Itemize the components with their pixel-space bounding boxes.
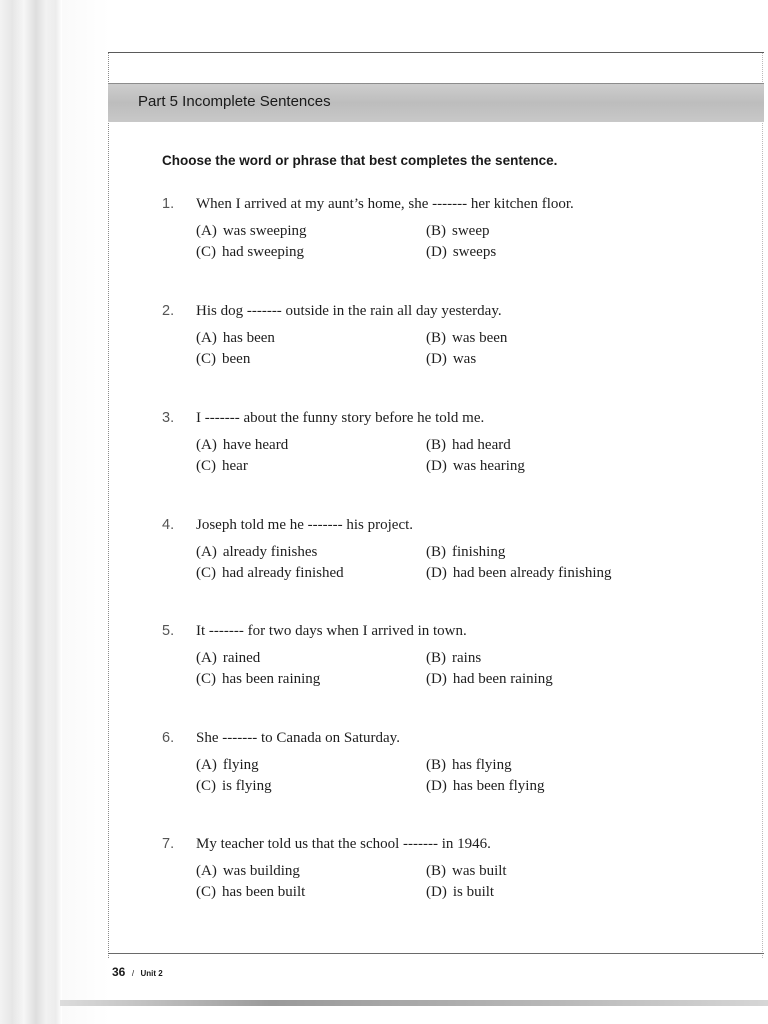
question-number: 3.: [162, 410, 175, 426]
top-rule: [108, 52, 764, 53]
question-text: When I arrived at my aunt’s home, she ------- her kitchen floor.: [196, 196, 574, 212]
option-text: been: [222, 351, 251, 367]
option-letter: (B): [426, 330, 446, 346]
option-text: was building: [222, 863, 300, 879]
option-text: has been built: [222, 884, 306, 900]
option-text: already finishes: [222, 544, 318, 560]
option-letter: (B): [426, 863, 446, 879]
option-b[interactable]: [426, 330, 507, 347]
question-number: 6.: [162, 730, 175, 746]
option-b[interactable]: [426, 863, 507, 880]
option-text: rains: [452, 650, 482, 666]
option-text: is built: [452, 884, 495, 900]
option-d[interactable]: [426, 778, 544, 795]
option-letter: (C): [196, 565, 216, 581]
option-letter: (C): [196, 244, 216, 260]
option-d[interactable]: [426, 244, 496, 261]
footer-separator: /: [131, 969, 135, 978]
option-letter: (D): [426, 458, 447, 474]
option-c[interactable]: [196, 671, 320, 688]
question-text: It ------- for two days when I arrived in town.: [196, 623, 467, 639]
bottom-rule: [108, 953, 764, 954]
option-letter: (A): [196, 330, 217, 346]
option-letter: (C): [196, 351, 216, 367]
option-text: had already finished: [222, 565, 344, 581]
option-text: rained: [222, 650, 261, 666]
option-letter: (D): [426, 565, 447, 581]
left-margin-rule: [108, 53, 109, 958]
option-letter: (A): [196, 863, 217, 879]
option-letter: (B): [426, 437, 446, 453]
option-d[interactable]: [426, 565, 612, 582]
option-a[interactable]: [196, 330, 275, 347]
right-margin-rule: [762, 53, 763, 958]
option-text: finishing: [452, 544, 506, 560]
page-edge-shadow: [60, 1000, 768, 1006]
option-c[interactable]: [196, 778, 272, 795]
option-text: had sweeping: [222, 244, 305, 260]
option-c[interactable]: [196, 351, 250, 368]
option-text: had been raining: [452, 671, 553, 687]
option-a[interactable]: [196, 863, 300, 880]
option-text: hear: [222, 458, 248, 474]
option-letter: (D): [426, 351, 447, 367]
option-text: was hearing: [452, 458, 525, 474]
option-text: had been already finishing: [452, 565, 612, 581]
unit-label: Unit 2: [140, 969, 163, 978]
option-b[interactable]: [426, 650, 481, 667]
option-text: had heard: [452, 437, 511, 453]
option-letter: (B): [426, 757, 446, 773]
option-text: was sweeping: [222, 223, 307, 239]
option-letter: (A): [196, 650, 217, 666]
option-c[interactable]: [196, 565, 344, 582]
question-4: [0, 517, 768, 597]
option-c[interactable]: [196, 458, 248, 475]
option-d[interactable]: [426, 458, 525, 475]
option-text: sweep: [452, 223, 490, 239]
option-a[interactable]: [196, 223, 307, 240]
option-letter: (D): [426, 884, 447, 900]
option-letter: (C): [196, 671, 216, 687]
option-d[interactable]: [426, 351, 476, 368]
option-a[interactable]: [196, 437, 288, 454]
option-text: has flying: [452, 757, 512, 773]
option-a[interactable]: [196, 650, 260, 667]
question-3: [0, 410, 768, 490]
option-text: is flying: [222, 778, 272, 794]
option-c[interactable]: [196, 884, 305, 901]
option-text: has been raining: [222, 671, 321, 687]
option-b[interactable]: [426, 437, 511, 454]
option-text: was: [452, 351, 477, 367]
option-a[interactable]: [196, 757, 259, 774]
option-a[interactable]: [196, 544, 317, 561]
question-2: [0, 303, 768, 383]
question-text: She ------- to Canada on Saturday.: [196, 730, 400, 746]
option-letter: (A): [196, 223, 217, 239]
option-text: has been flying: [452, 778, 545, 794]
question-text: His dog ------- outside in the rain all day yesterday.: [196, 303, 502, 319]
option-letter: (A): [196, 437, 217, 453]
option-letter: (D): [426, 244, 447, 260]
option-text: have heard: [222, 437, 289, 453]
option-c[interactable]: [196, 244, 304, 261]
option-letter: (C): [196, 884, 216, 900]
option-letter: (B): [426, 223, 446, 239]
question-number: 1.: [162, 196, 175, 212]
section-banner: [108, 83, 764, 122]
option-b[interactable]: [426, 757, 512, 774]
option-text: was been: [452, 330, 508, 346]
question-text: Joseph told me he ------- his project.: [196, 517, 414, 533]
question-number: 2.: [162, 303, 175, 319]
option-d[interactable]: [426, 671, 553, 688]
question-7: [0, 836, 768, 916]
option-text: has been: [222, 330, 275, 346]
option-letter: (C): [196, 778, 216, 794]
option-letter: (D): [426, 671, 447, 687]
option-b[interactable]: [426, 223, 490, 240]
question-text: My teacher told us that the school ------- in 1946.: [196, 836, 491, 852]
option-letter: (A): [196, 757, 217, 773]
option-b[interactable]: [426, 544, 505, 561]
question-1: [0, 196, 768, 276]
question-6: [0, 730, 768, 810]
page-footer: [112, 963, 163, 981]
question-number: 5.: [162, 623, 175, 639]
option-letter: (A): [196, 544, 217, 560]
option-text: was built: [452, 863, 507, 879]
option-letter: (B): [426, 650, 446, 666]
instructions: Choose the word or phrase that best completes the sentence.: [162, 153, 558, 168]
page-number: 36: [112, 965, 126, 979]
option-text: sweeps: [452, 244, 497, 260]
question-text: I ------- about the funny story before he told me.: [196, 410, 485, 426]
question-5: [0, 623, 768, 703]
section-title: Part 5 Incomplete Sentences: [138, 93, 331, 110]
question-number: 7.: [162, 836, 175, 852]
option-letter: (B): [426, 544, 446, 560]
option-d[interactable]: [426, 884, 494, 901]
option-letter: (D): [426, 778, 447, 794]
option-text: flying: [222, 757, 259, 773]
option-letter: (C): [196, 458, 216, 474]
question-number: 4.: [162, 517, 175, 533]
